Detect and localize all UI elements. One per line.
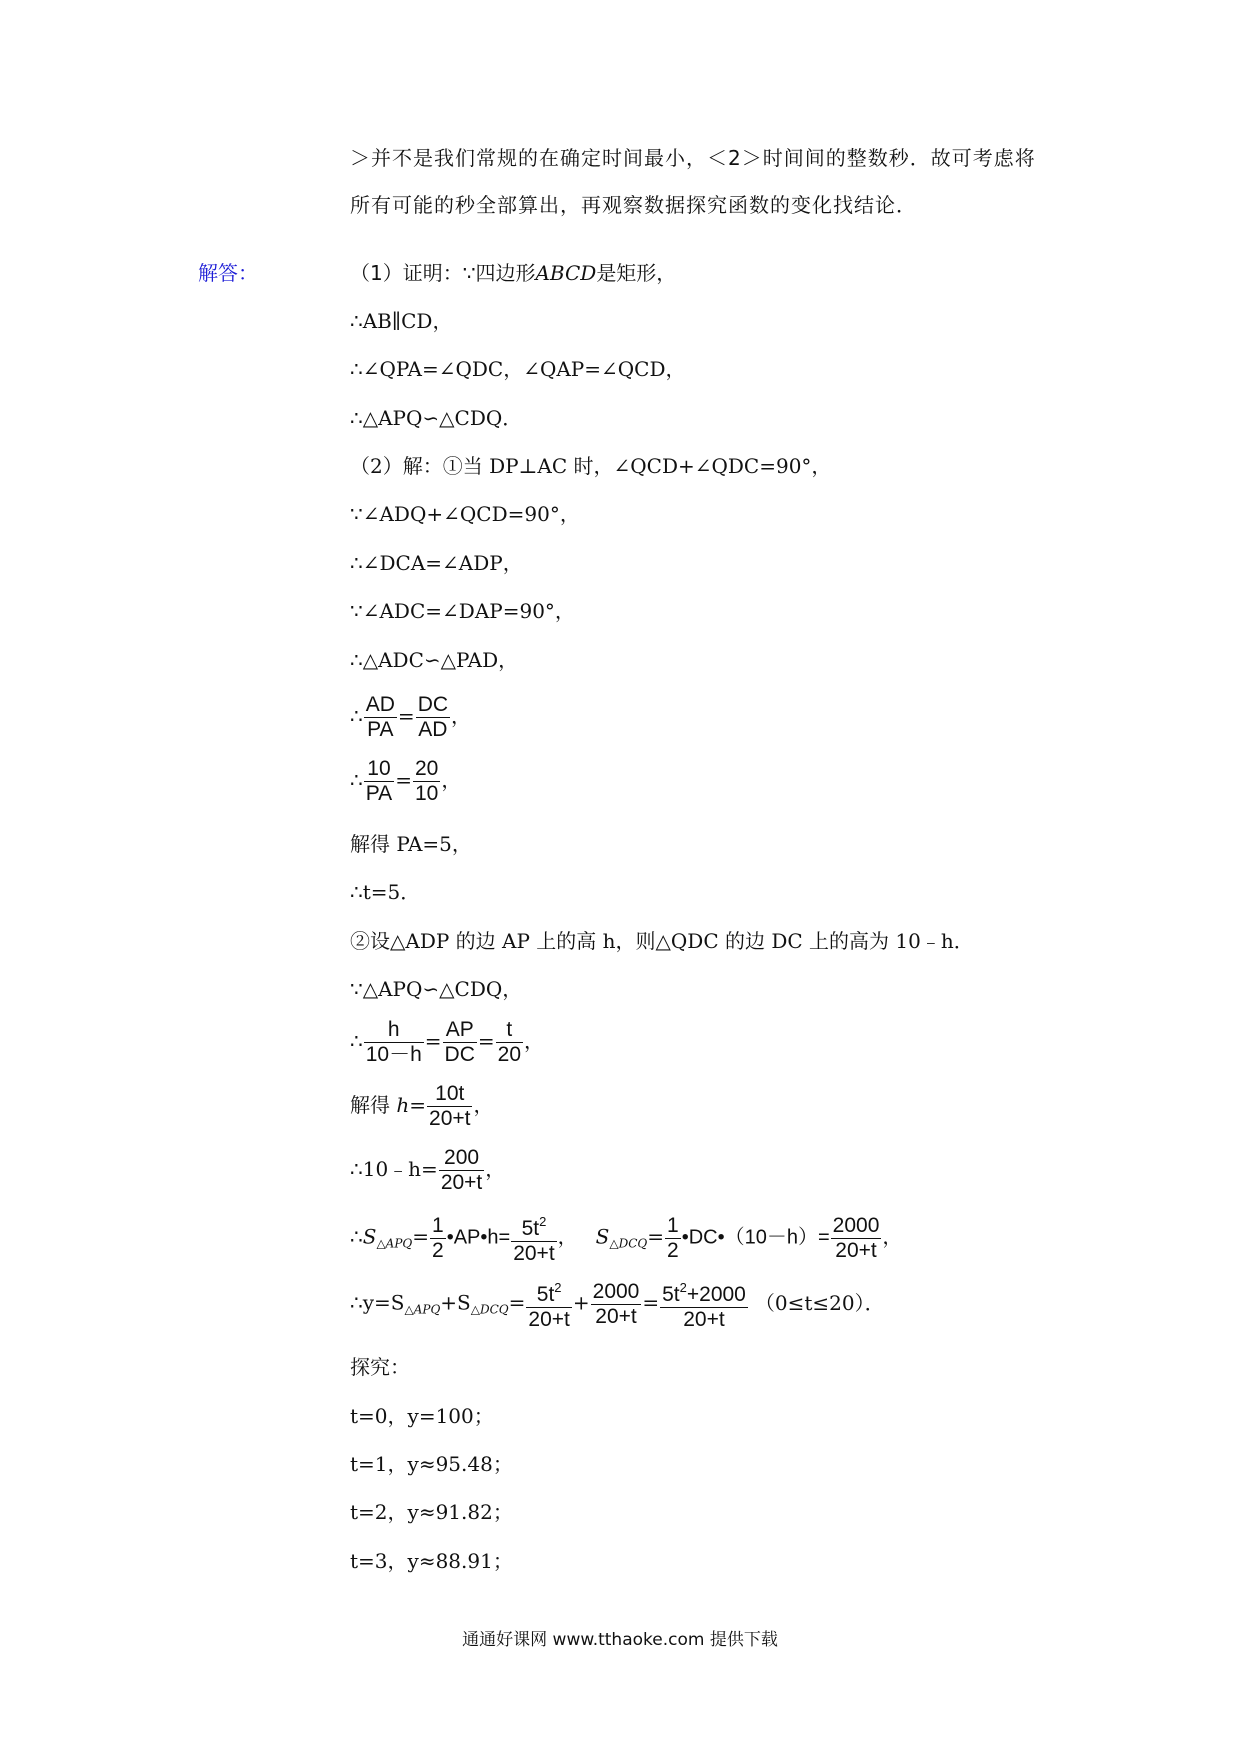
value-row: t=2，y≈91.82； bbox=[350, 1500, 513, 1524]
step-dca: ∴∠DCA=∠ADP， bbox=[350, 551, 523, 575]
solve-h: 解得 h= $\frac{10t}{20+t}$ ， bbox=[350, 1082, 494, 1130]
part2-statement: （2）解：①当 DP⊥AC 时，∠QCD+∠QDC=90°， bbox=[350, 454, 832, 478]
y-expression: $\therefore y=S_{\triangle APQ}+S_{\triangle DCQ}=$ $\frac{5t^2}{20+t}$ + $\frac{2000}{20+t}$ = $\frac{5t^2+2000}{20+t}$ （0≤t≤20）． bbox=[350, 1276, 885, 1332]
fraction: $\frac{10t}{20+t}$ bbox=[429, 1082, 471, 1130]
value-row: t=1，y≈95.48； bbox=[350, 1452, 513, 1476]
ratio-ad-pa: ∴ $\frac{AD}{PA}$ = $\frac{DC}{AD}$ ， bbox=[350, 693, 472, 741]
fraction: $\frac{1}{2}$ bbox=[667, 1213, 679, 1262]
part1-prefix: （1）证明：∵四边形 bbox=[350, 261, 536, 285]
value-row: t=3，y≈88.91； bbox=[350, 1549, 513, 1573]
step-pa-solved: 解得 PA=5， bbox=[350, 832, 472, 856]
fraction: $\frac{h}{10-h}$ bbox=[365, 1018, 422, 1066]
fraction: $\frac{20}{10}$ bbox=[414, 757, 439, 805]
part1-abcd: ABCD bbox=[535, 261, 597, 285]
fraction: $\frac{5t^2}{20+t}$ bbox=[526, 1276, 571, 1332]
fraction: $\frac{5t^2}{20+t}$ bbox=[511, 1210, 556, 1266]
explore-label: 探究： bbox=[350, 1355, 410, 1379]
value-row: t=0，y=100； bbox=[350, 1404, 494, 1428]
fraction: $\frac{2000}{20+t}$ bbox=[592, 1279, 640, 1328]
step-ab-parallel-cd: ∴AB∥CD， bbox=[350, 309, 453, 333]
step-adq: ∵∠ADQ+∠QCD=90°， bbox=[350, 502, 580, 526]
fraction: $\frac{10}{PA}$ bbox=[365, 757, 393, 805]
step-height-setup: ②设△ADP 的边 AP 上的高 h，则△QDC 的边 DC 上的高为 10﹣h． bbox=[350, 929, 974, 953]
area-expressions: $\therefore S_{\triangle APQ}=$ $\frac{1}{2}$ •AP•h= $\frac{5t^2}{20+t}$ ， $S_{\triangle DCQ}=$ $\frac{1}{2}$ •DC•（10－h）= $\frac{2000}{20+t}$ ， bbox=[350, 1210, 902, 1266]
page-footer: 通通好课网 www.tthaoke.com 提供下载 bbox=[462, 1630, 778, 1650]
answer-label: 解答： bbox=[198, 261, 258, 285]
step-adc: ∵∠ADC=∠DAP=90°， bbox=[350, 599, 575, 623]
fraction: $\frac{5t^2+2000}{20+t}$ bbox=[660, 1276, 748, 1332]
part1-suffix: 是矩形， bbox=[596, 261, 677, 285]
ratio-10-pa: ∴ $\frac{10}{PA}$ = $\frac{20}{10}$ ， bbox=[350, 757, 462, 805]
ten-minus-h: ∴10﹣h= $\frac{200}{20+t}$ ， bbox=[350, 1146, 506, 1194]
fraction: $\frac{t}{20}$ bbox=[497, 1018, 522, 1066]
fraction: $\frac{AP}{DC}$ bbox=[444, 1018, 475, 1066]
fraction: $\frac{2000}{20+t}$ bbox=[832, 1213, 880, 1262]
fraction: $\frac{AD}{PA}$ bbox=[365, 693, 395, 741]
ratio-h: ∴ $\frac{h}{10-h}$ = $\frac{AP}{DC}$ = $\frac{t}{20}$ ， bbox=[350, 1018, 545, 1066]
step-t-equals-5: ∴t=5． bbox=[350, 880, 421, 904]
intro-line-1: ＞并不是我们常规的在确定时间最小，＜2＞时间间的整数秒．故可考虑将 bbox=[350, 146, 1036, 170]
intro-line-2: 所有可能的秒全部算出，再观察数据探究函数的变化找结论． bbox=[350, 193, 917, 217]
fraction: $\frac{1}{2}$ bbox=[432, 1213, 444, 1262]
step-similar-2: ∴△ADC∽△PAD， bbox=[350, 648, 519, 672]
step-similar-3: ∵△APQ∽△CDQ， bbox=[350, 977, 523, 1001]
step-equal-angles: ∴∠QPA=∠QDC，∠QAP=∠QCD， bbox=[350, 357, 686, 381]
part1-statement bbox=[350, 258, 676, 288]
fraction: $\frac{DC}{AD}$ bbox=[417, 693, 449, 741]
step-similar-1: ∴△APQ∽△CDQ． bbox=[350, 406, 523, 430]
fraction: $\frac{200}{20+t}$ bbox=[440, 1146, 483, 1194]
